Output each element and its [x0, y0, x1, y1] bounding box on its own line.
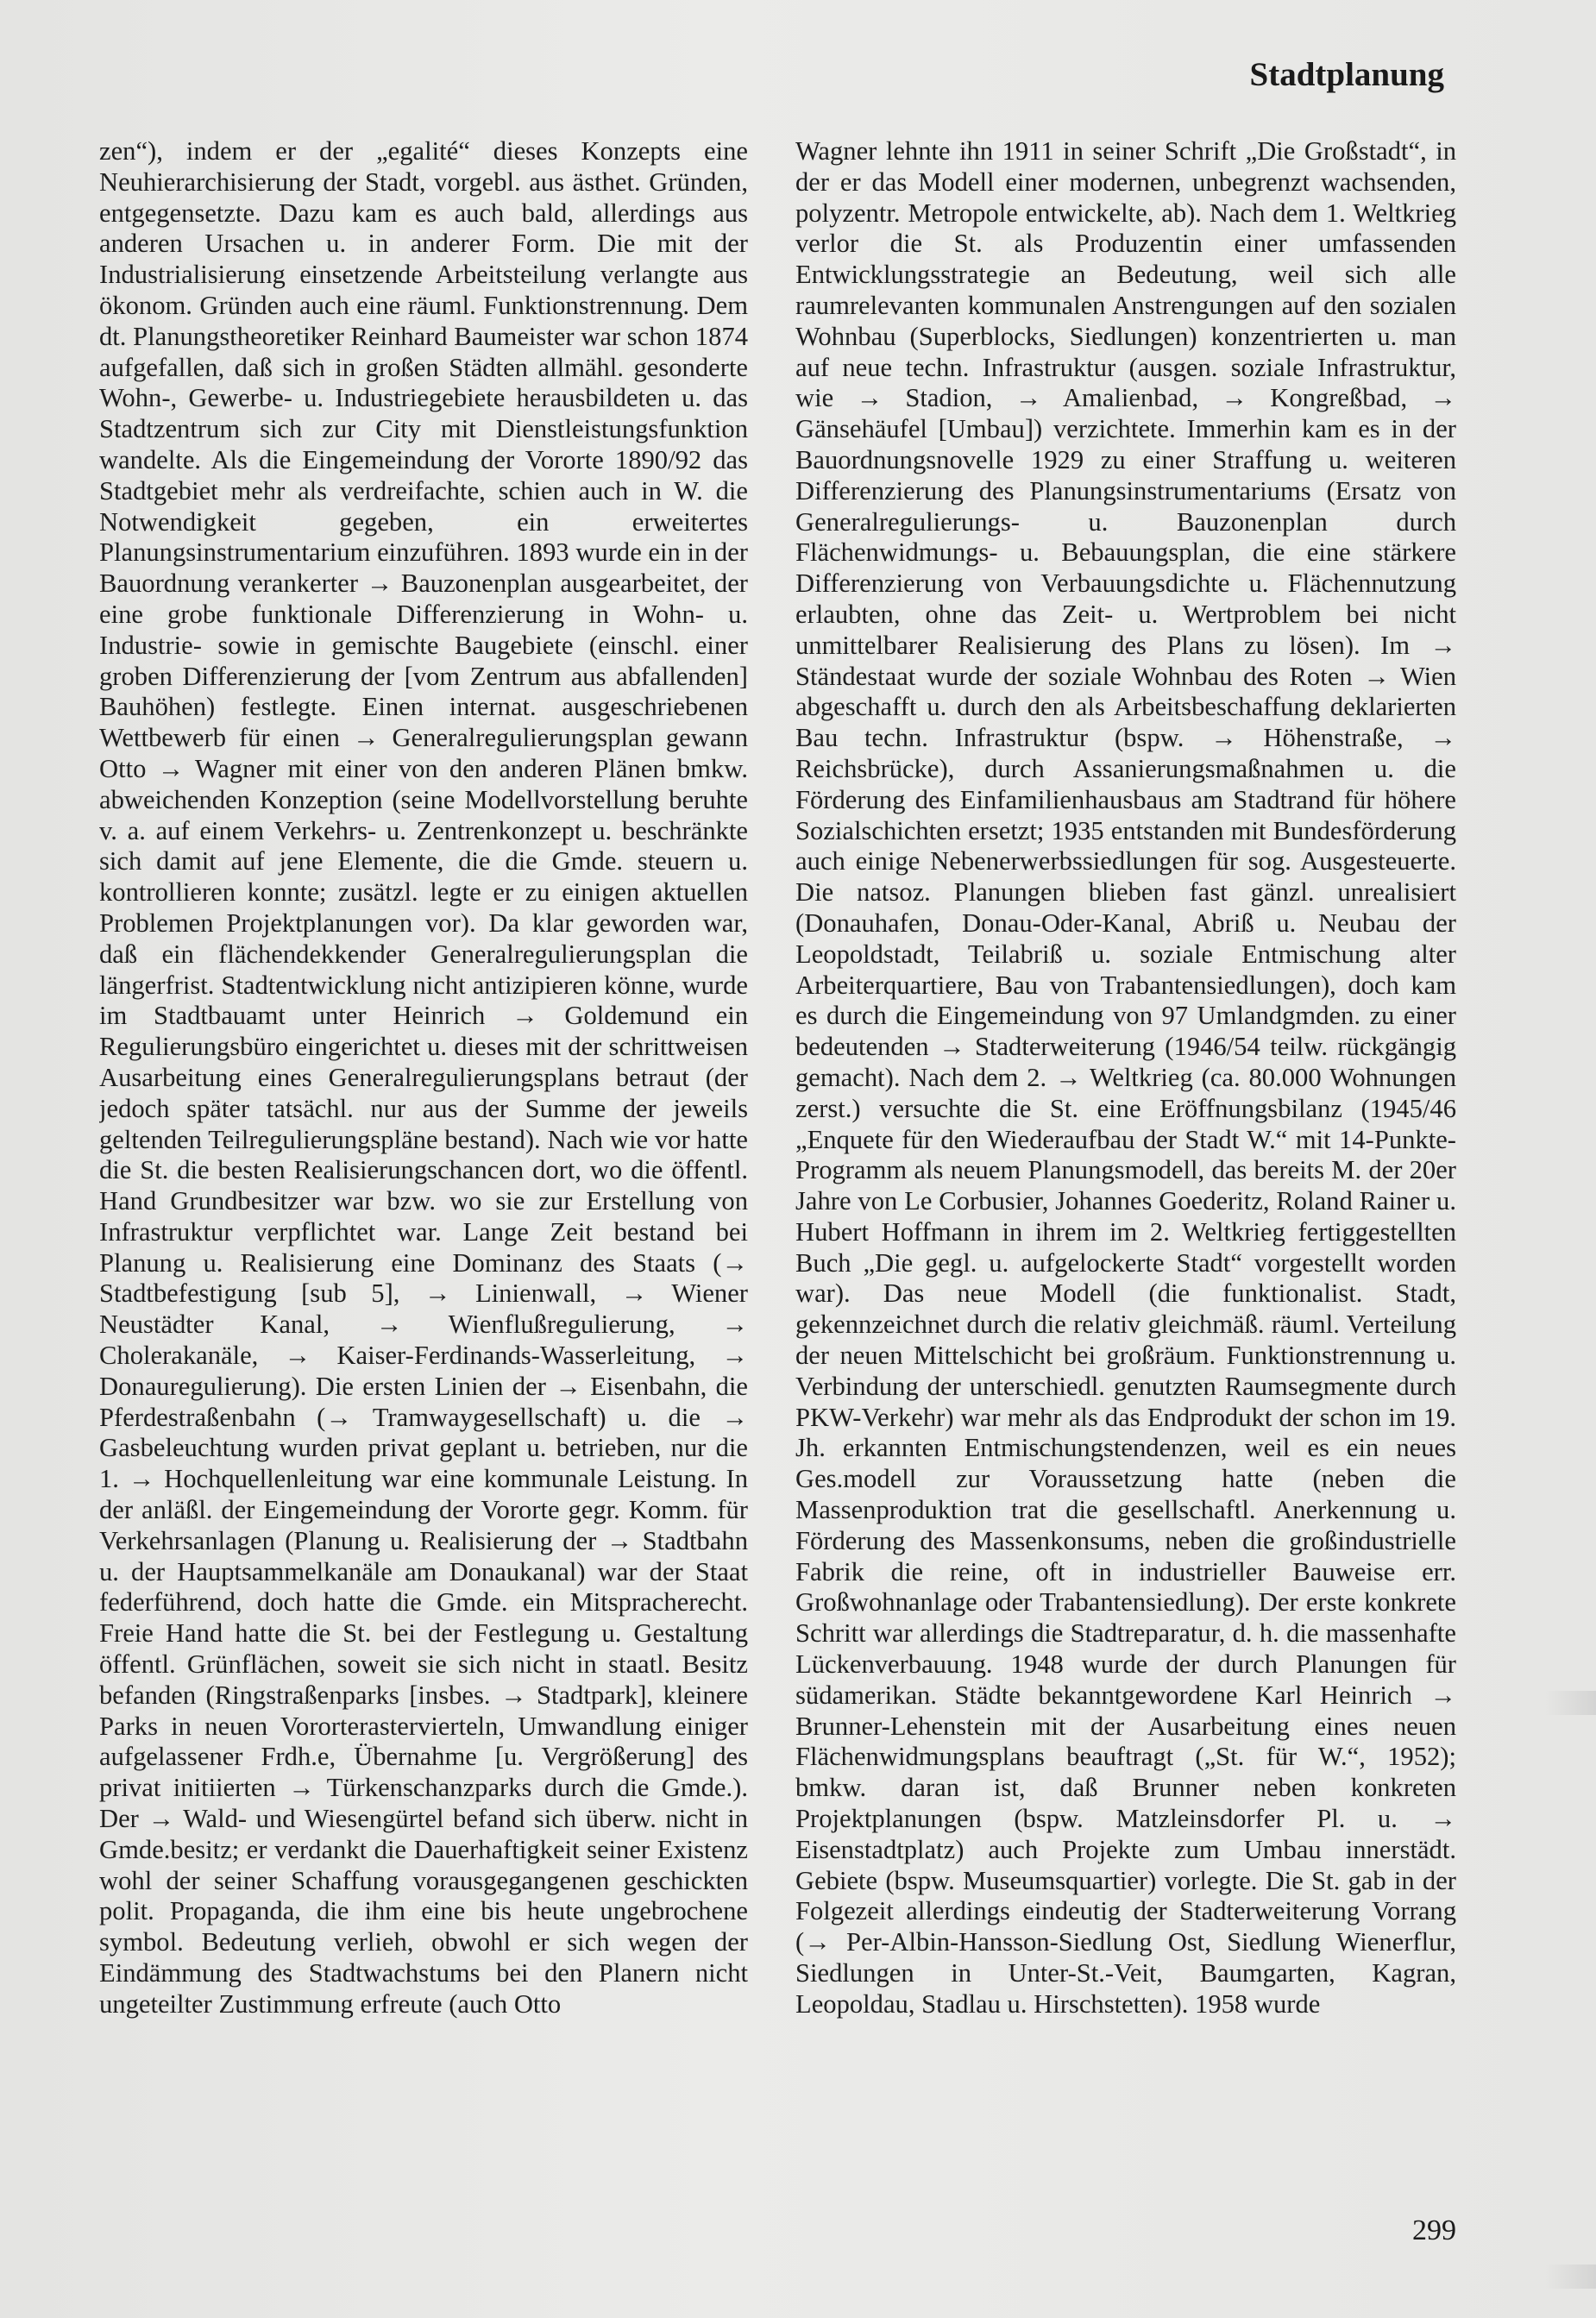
paragraph-left: zen“), indem er der „egalité“ dieses Konzepts eine Neuhierarchisierung der Stadt, vorgebl. aus ästhet. Gründen, entgegensetzte. Dazu kam es auch bald, allerdings aus anderen Ursachen u. in anderer Form. Die mit der Industrialisierung einsetzende Arbeitsteilung verlangte aus ökonom. Gründen auch eine räuml. Funktionstrennung. Dem dt. Planungstheoretiker Reinhard Baumeister war schon 1874 aufgefallen, daß sich in großen Städten allmähl. gesonderte Wohn-, Gewerbe- u. Industriegebiete herausbildeten u. das Stadtzentrum sich zur City mit Dienstleistungsfunktion wandelte. Als die Eingemeindung der Vororte 1890/92 das Stadtgebiet mehr als verdreifachte, schien auch in W. die Notwendigkeit gegeben, ein erweitertes Planungsinstrumentarium einzuführen. 1893 wurde ein in der Bauordnung verankerter → Bauzonenplan ausgearbeitet, der eine grobe funktionale Differenzierung in Wohn- u. Industrie- sowie in gemischte Baugebiete (einschl. einer groben Differenzierung der [vom Zentrum aus abfallenden] Bauhöhen) festlegte. Einen internat. ausgeschriebenen Wettbewerb für einen → Generalregulierungsplan gewann Otto → Wagner mit einer von den anderen Plänen bmkw. abweichenden Konzeption (seine Modellvorstellung beruhte v. a. auf einem Verkehrs- u. Zentrenkonzept u. beschränkte sich damit auf jene Elemente, die die Gmde. steuern u. kontrollieren konnte; zusätzl. legte er zu einigen aktuellen Problemen Projektplanungen vor). Da klar geworden war, daß ein flächendekkender Generalregulierungsplan die längerfrist. Stadtentwicklung nicht antizipieren könne, wurde im Stadtbauamt unter Heinrich → Goldemund ein Regulierungsbüro eingerichtet u. dieses mit der schrittweisen Ausarbeitung eines Generalregulierungsplans betraut (der jedoch später tatsächl. nur aus der Summe der jeweils geltenden Teilregulierungspläne bestand). Nach wie vor hatte die St. die besten Realisierungschancen dort, wo die öffentl. Hand Grundbesitzer war bzw. wo sie zur Erstellung von Infrastruktur verpflichtet war. Lange Zeit bestand bei Planung u. Realisierung eine Dominanz des Staats (→ Stadtbefestigung [sub 5], → Linienwall, → Wiener Neustädter Kanal, → Wienflußregulierung, → Cholerakanäle, → Kaiser-Ferdinands-Wasserleitung, → Donauregulierung). Die ersten Linien der → Eisenbahn, die Pferdestraßenbahn (→ Tramwaygesellschaft) u. die → Gasbeleuchtung wurden privat geplant u. betrieben, nur die 1. → Hochquellenleitung war eine kommunale Leistung. In der anläßl. der Eingemeindung der Vororte gegr. Komm. für Verkehrsanlagen (Planung u. Realisierung der → Stadtbahn u. der Hauptsammelkanäle am Donaukanal) war der Staat federführend, doch hatte die Gmde. ein Mitspracherecht. Freie Hand hatte die St. bei der Festlegung u. Gestaltung öffentl. Grünflächen, soweit sie sich nicht in staatl. Besitz befanden (Ringstraßenparks [insbes. → Stadtpark], kleinere Parks in neuen Vororterastervierteln, Umwandlung einiger aufgelassener Frdh.e, Übernahme [u. Vergrößerung] des privat initiierten → Türkenschanzparks durch die Gmde.). Der → Wald- und Wiesengürtel befand sich überw. nicht in Gmde.besitz; er verdankt die Dauerhaftigkeit seiner Existenz wohl der seiner Schaffung vorausgegangenen geschickten polit. Propaganda, die ihm eine bis heute ungebrochene symbol. Bedeutung verlieh, obwohl er sich wegen der Eindämmung des Stadtwachstums bei den Planern nicht ungeteilter Zustimmung erfreute (auch Otto: [99, 136, 748, 2019]
text-column-right: [795, 136, 1456, 2224]
page-edge-shadow: [1544, 2265, 1596, 2289]
page-edge-shadow: [1544, 1691, 1596, 1715]
running-title: Stadtplanung: [1249, 56, 1444, 93]
paragraph-right: Wagner lehnte ihn 1911 in seiner Schrift „Die Großstadt“, in der er das Modell einer modernen, unbegrenzt wachsenden, polyzentr. Metropole entwickelte, ab). Nach dem 1. Weltkrieg verlor die St. als Produzentin einer umfassenden Entwicklungsstrategie an Bedeutung, weil sich alle raumrelevanten kommunalen Anstrengungen auf den sozialen Wohnbau (Superblocks, Siedlungen) konzentrierten u. man auf neue techn. Infrastruktur (ausgen. soziale Infrastruktur, wie → Stadion, → Amalienbad, → Kongreßbad, → Gänsehäufel [Umbau]) verzichtete. Immerhin kam es in der Bauordnungsnovelle 1929 zu einer Straffung u. weiteren Differenzierung des Planungsinstrumentariums (Ersatz von Generalregulierungs- u. Bauzonenplan durch Flächenwidmungs- u. Bebauungsplan, die eine stärkere Differenzierung von Verbauungsdichte u. Flächennutzung erlaubten, ohne das Zeit- u. Wertproblem bei nicht unmittelbarer Realisierung des Plans zu lösen). Im → Ständestaat wurde der soziale Wohnbau des Roten → Wien abgeschafft u. durch den als Arbeitsbeschaffung deklarierten Bau techn. Infrastruktur (bspw. → Höhenstraße, → Reichsbrücke), durch Assanierungsmaßnahmen u. die Förderung des Einfamilienhausbaus am Stadtrand für höhere Sozialschichten ersetzt; 1935 entstanden mit Bundesförderung auch einige Nebenerwerbssiedlungen für sog. Ausgesteuerte. Die natsoz. Planungen blieben fast gänzl. unrealisiert (Donauhafen, Donau-Oder-Kanal, Abriß u. Neubau der Leopoldstadt, Teilabriß u. soziale Entmischung alter Arbeiterquartiere, Bau von Trabantensiedlungen), doch kam es durch die Eingemeindung von 97 Umlandgmden. zu einer bedeutenden → Stadterweiterung (1946/54 teilw. rückgängig gemacht). Nach dem 2. → Weltkrieg (ca. 80.000 Wohnungen zerst.) versuchte die St. eine Eröffnungsbilanz (1945/46 „Enquete für den Wiederaufbau der Stadt W.“ mit 14-Punkte-Programm als neuem Planungsmodell, das bereits M. der 20er Jahre von Le Corbusier, Johannes Goederitz, Roland Rainer u. Hubert Hoffmann in ihrem im 2. Weltkrieg fertiggestellten Buch „Die gegl. u. aufgelockerte Stadt“ vorgestellt worden war). Das neue Modell (die funktionalist. Stadt, gekennzeichnet durch die relativ gleichmäß. räuml. Verteilung der neuen Mittelschicht bei großräum. Funktionstrennung u. Verbindung der unterschiedl. genutzten Raumsegmente durch PKW-Verkehr) war mehr als das Endprodukt der schon im 19. Jh. erkannten Entmischungstendenzen, weil es ein neues Ges.modell zur Voraussetzung hatte (neben die Massenproduktion trat die gesellschaftl. Anerkennung u. Förderung des Massenkonsums, neben die großindustrielle Fabrik die reine, oft in industrieller Bauweise err. Großwohnanlage oder Trabantensiedlung). Der erste konkrete Schritt war allerdings die Stadtreparatur, d. h. die massenhafte Lückenverbauung. 1948 wurde der durch Planungen für südamerikan. Städte bekanntgewordene Karl Heinrich → Brunner-Lehenstein mit der Ausarbeitung eines neuen Flächenwidmungsplans beauftragt („St. für W.“, 1952); bmkw. daran ist, daß Brunner neben konkreten Projektplanungen (bspw. Matzleinsdorfer Pl. u. → Eisenstadtplatz) auch Projekte zum Umbau innerstädt. Gebiete (bspw. Museumsquartier) vorlegte. Die St. gab in der Folgezeit allerdings eindeutig der Stadterweiterung Vorrang (→ Per-Albin-Hansson-Siedlung Ost, Siedlung Wienerflur, Siedlungen in Unter-St.-Veit, Baumgarten, Kagran, Leopoldau, Stadlau u. Hirschstetten). 1958 wurde: [795, 136, 1456, 2019]
page-number: 299: [1412, 2214, 1456, 2246]
text-column-left: [99, 136, 748, 2224]
